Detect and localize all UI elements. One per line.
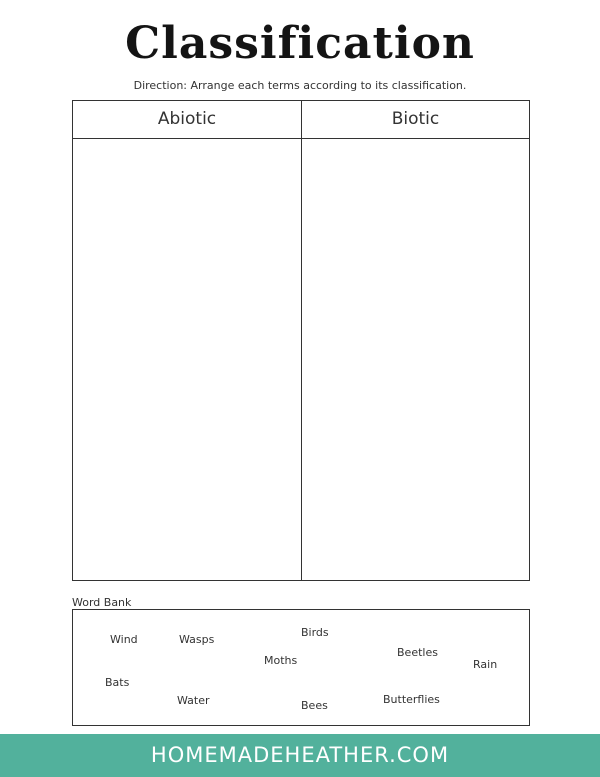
- word-bank-term: Bats: [105, 676, 130, 689]
- word-bank-term: Wind: [110, 633, 138, 646]
- direction-text: Direction: Arrange each terms according to its classification.: [133, 79, 467, 92]
- column-header-biotic: Biotic: [391, 109, 440, 129]
- worksheet-title: Classification: [125, 18, 475, 69]
- word-bank-term: Moths: [264, 654, 298, 667]
- word-bank-term: Bees: [301, 699, 328, 712]
- column-header-abiotic: Abiotic: [157, 109, 217, 129]
- word-bank-term: Wasps: [179, 633, 215, 646]
- column-divider: [301, 101, 302, 580]
- word-bank-label: Word Bank: [72, 596, 132, 609]
- word-bank-term: Birds: [301, 626, 329, 639]
- site-footer-banner: HOMEMADEHEATHER.COM: [0, 734, 600, 777]
- classification-table: [72, 100, 530, 581]
- word-bank-term: Beetles: [397, 646, 438, 659]
- word-bank-term: Butterflies: [383, 693, 440, 706]
- word-bank-box: [72, 609, 530, 726]
- word-bank-term: Water: [177, 694, 210, 707]
- word-bank-term: Rain: [473, 658, 498, 671]
